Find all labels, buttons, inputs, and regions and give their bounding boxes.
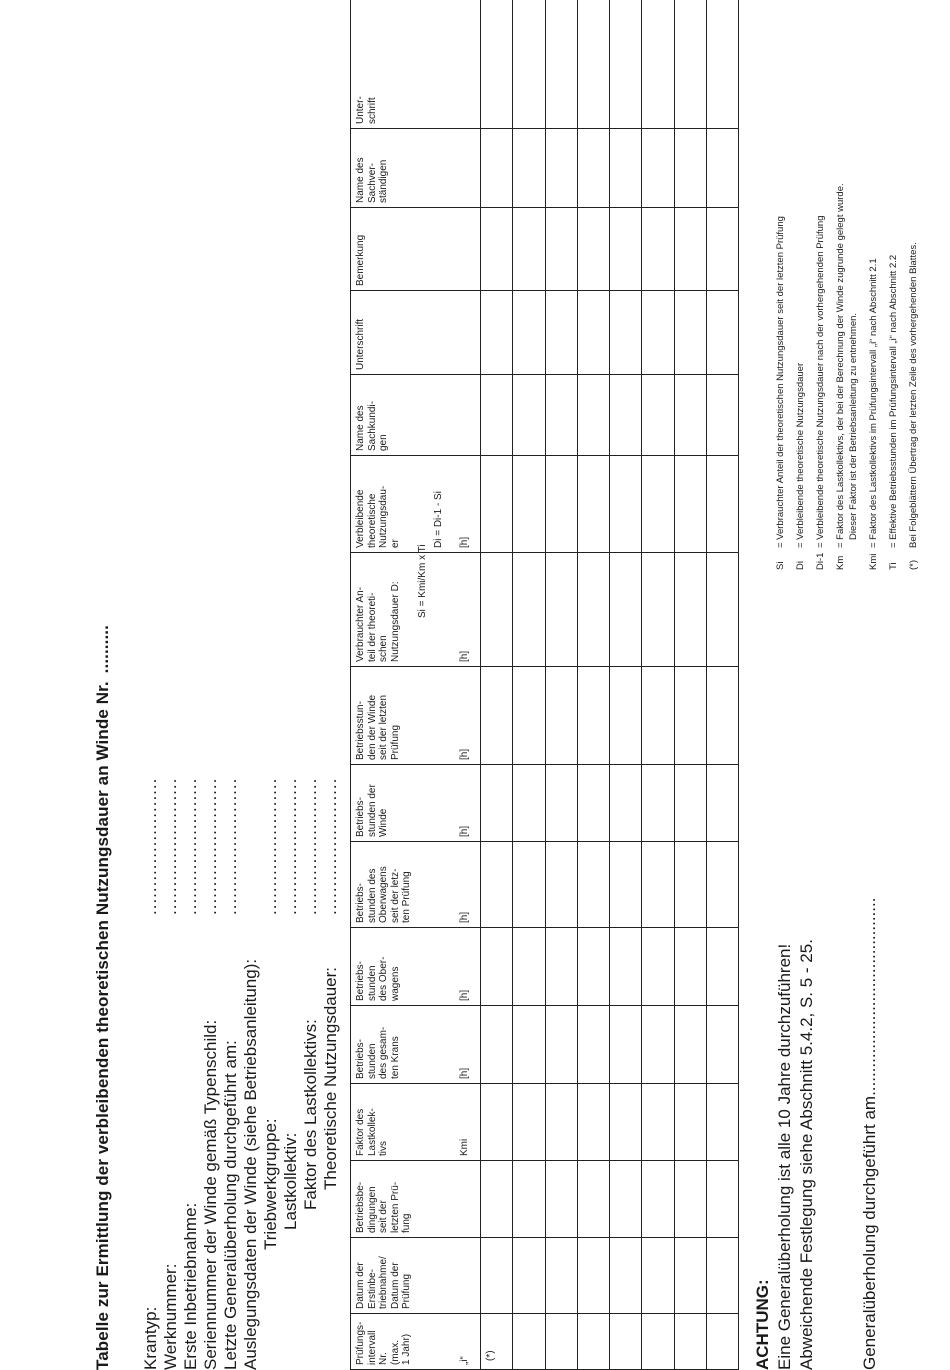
- legend-text: Dieser Faktor ist der Betriebsanleitung zu entnehmen.: [848, 312, 859, 540]
- table-cell[interactable]: [481, 928, 513, 1006]
- table-cell[interactable]: [577, 1161, 609, 1238]
- title-text: Tabelle zur Ermittlung der verbleibenden theoretischen Nutzungsdauer an Winde Nr.: [93, 681, 112, 1370]
- table-cell[interactable]: [706, 1161, 738, 1238]
- header-cell: [351, 765, 481, 842]
- table-cell[interactable]: [545, 456, 577, 553]
- table-cell[interactable]: [481, 1161, 513, 1238]
- table-cell[interactable]: [577, 291, 609, 375]
- legend-item: [834, 183, 848, 570]
- table-cell[interactable]: [545, 667, 577, 765]
- legend-item: [867, 258, 881, 570]
- legend-symbol: Si: [775, 561, 786, 570]
- table-cell[interactable]: [513, 553, 545, 667]
- header-cell: [351, 544, 481, 667]
- achtung-line1: Eine Generalüberholung ist alle 10 Jahre durchzuführen!: [775, 943, 794, 1370]
- table-cell[interactable]: [706, 0, 738, 129]
- legend-symbol: Km: [835, 555, 846, 570]
- table-cell[interactable]: [577, 129, 609, 208]
- werknummer-dots[interactable]: ........................: [161, 777, 180, 915]
- table-cell[interactable]: [674, 1084, 706, 1161]
- table-cell[interactable]: [642, 1314, 674, 1370]
- header-cell: [351, 208, 481, 291]
- table-cell[interactable]: [513, 129, 545, 208]
- legend-text: = Verbrauchter Anteil der theoretischen Nutzungsdauer seit der letzten Prüfung: [775, 216, 786, 548]
- table-cell[interactable]: [706, 765, 738, 842]
- legend-text: Bei Folgeblättern Übertrag der letzten Zeile des vorhergehenden Blattes.: [908, 242, 919, 548]
- table-cell[interactable]: [545, 928, 577, 1006]
- table-cell[interactable]: [674, 842, 706, 928]
- table-cell[interactable]: [610, 208, 642, 291]
- legend-item: [814, 216, 828, 570]
- table-cell[interactable]: [610, 928, 642, 1006]
- achtung-line2: Abweichende Festlegung siehe Abschnitt 5.4.2, S. 5 - 25.: [797, 939, 816, 1370]
- table-cell[interactable]: [610, 1314, 642, 1370]
- header-cell: [351, 1314, 481, 1370]
- header-cell: [351, 1238, 481, 1314]
- table-cell[interactable]: [481, 765, 513, 842]
- table-cell[interactable]: [577, 553, 609, 667]
- table-cell[interactable]: [481, 842, 513, 928]
- table-cell[interactable]: [642, 375, 674, 456]
- table-cell[interactable]: [577, 0, 609, 129]
- table-cell[interactable]: [513, 375, 545, 456]
- table-cell[interactable]: [545, 1314, 577, 1370]
- table-cell[interactable]: [610, 1084, 642, 1161]
- table-cell[interactable]: [674, 129, 706, 208]
- table-cell[interactable]: [706, 208, 738, 291]
- legend-text: = Verbleibende theoretische Nutzungsdauer: [795, 362, 806, 548]
- table-cell[interactable]: [577, 1006, 609, 1084]
- header-cell: [351, 1084, 481, 1161]
- table-cell[interactable]: [545, 375, 577, 456]
- header-cell: [351, 0, 481, 129]
- table-cell[interactable]: [642, 291, 674, 375]
- table-cell[interactable]: [610, 129, 642, 208]
- erste-inbetriebnahme-label: Erste Inbetriebnahme:: [181, 1202, 200, 1370]
- header-cell: [351, 1006, 481, 1084]
- title-dots: ..........: [93, 625, 112, 674]
- table-cell[interactable]: [513, 928, 545, 1006]
- table-cell[interactable]: [674, 667, 706, 765]
- table-cell[interactable]: [706, 129, 738, 208]
- seriennummer-label: Seriennummer der Winde gemäß Typenschild:: [201, 1019, 220, 1370]
- table-cell[interactable]: [513, 1084, 545, 1161]
- table-cell[interactable]: [577, 208, 609, 291]
- table-cell[interactable]: [706, 1238, 738, 1314]
- table-cell[interactable]: [545, 842, 577, 928]
- table-cell[interactable]: [674, 765, 706, 842]
- table-cell[interactable]: [481, 1084, 513, 1161]
- table-cell[interactable]: [481, 1314, 513, 1370]
- table-cell[interactable]: [481, 375, 513, 456]
- table-cell[interactable]: [706, 291, 738, 375]
- header-cell: [351, 291, 481, 375]
- header-cell: [351, 1161, 481, 1238]
- table-cell[interactable]: [545, 765, 577, 842]
- table-cell[interactable]: [642, 765, 674, 842]
- lastkollektiv-label: Lastkollektiv:: [281, 1132, 300, 1230]
- table-cell[interactable]: [513, 456, 545, 553]
- header-text: Datum der Erstinbe- triebnahme/ Datum der Prüfung: [355, 1256, 412, 1309]
- table-cell[interactable]: [577, 456, 609, 553]
- table-cell[interactable]: [674, 0, 706, 129]
- table-cell[interactable]: [674, 1238, 706, 1314]
- table-cell[interactable]: [545, 1084, 577, 1161]
- table-cell[interactable]: [674, 456, 706, 553]
- table-cell[interactable]: [610, 0, 642, 129]
- header-unit: [h]: [459, 1067, 470, 1079]
- table-cell[interactable]: [481, 291, 513, 375]
- table-cell[interactable]: [674, 208, 706, 291]
- table-cell[interactable]: [706, 1084, 738, 1161]
- header-cell: [351, 456, 481, 553]
- krantyp-label: Krantyp:: [141, 1306, 160, 1370]
- table-cell[interactable]: [513, 1161, 545, 1238]
- erste-inbetriebnahme-dots[interactable]: ........................: [181, 777, 200, 915]
- header-unit: [h]: [459, 911, 470, 923]
- table-cell[interactable]: [610, 765, 642, 842]
- legend-text: = Verbleibende theoretische Nutzungsdauer nach der vorhergehenden Prüfung: [815, 215, 826, 548]
- header-text: Betriebs- stunden des Ober- wagens: [355, 956, 401, 1001]
- table-cell[interactable]: [674, 1006, 706, 1084]
- table-cell[interactable]: [481, 456, 513, 553]
- table-cell[interactable]: [545, 0, 577, 129]
- table-cell[interactable]: [545, 129, 577, 208]
- legend-text: = Effektive Betriebsstunden im Prüfungsintervall „i“ nach Abschnitt 2.2: [888, 254, 899, 548]
- table-cell[interactable]: [610, 1006, 642, 1084]
- table-cell[interactable]: [610, 456, 642, 553]
- table-cell[interactable]: [610, 375, 642, 456]
- table-cell[interactable]: [642, 1006, 674, 1084]
- header-text: Betriebsbe- dingungen seit der letzten Prü- fung: [355, 1181, 412, 1233]
- legend-symbol: Di-1: [815, 552, 826, 570]
- table-cell[interactable]: [577, 928, 609, 1006]
- header-text: Betriebs- stunden der Winde: [355, 784, 389, 837]
- table-cell[interactable]: [513, 1238, 545, 1314]
- achtung-block: [752, 939, 818, 1370]
- header-text: Prüfungs- intervall Nr. (max. 1 Jahr): [355, 1321, 412, 1365]
- table-row: [577, 0, 609, 1370]
- table-cell[interactable]: [642, 842, 674, 928]
- letzte-generalueberholung-label: Letzte Generalüberholung durchgeführt am:: [221, 1040, 240, 1370]
- table-cell[interactable]: [642, 667, 674, 765]
- header-text: Betriebsstun- den der Winde seit der letzten Prüfung: [355, 694, 401, 760]
- table-cell[interactable]: [481, 129, 513, 208]
- header-unit: [h]: [459, 825, 470, 837]
- table-cell[interactable]: [513, 0, 545, 129]
- table-cell[interactable]: [481, 1238, 513, 1314]
- header-unit: [h]: [459, 650, 470, 662]
- table-cell[interactable]: [545, 1238, 577, 1314]
- table-cell[interactable]: [481, 667, 513, 765]
- nutzungsdauer-label: Theoretische Nutzungsdauer:: [321, 966, 340, 1190]
- table-row: [674, 0, 706, 1370]
- table-row: [610, 0, 642, 1370]
- table-cell[interactable]: [706, 1314, 738, 1370]
- legend-symbol: Di: [795, 561, 806, 570]
- table-cell[interactable]: [577, 1238, 609, 1314]
- auslegungsdaten-label: Auslegungsdaten der Winde (siehe Betriebsanleitung):: [241, 958, 260, 1370]
- table-cell[interactable]: [481, 0, 513, 129]
- table-cell[interactable]: [610, 667, 642, 765]
- table-cell[interactable]: [545, 1006, 577, 1084]
- table-cell[interactable]: [610, 1161, 642, 1238]
- table-row: [545, 0, 577, 1370]
- table-cell[interactable]: [674, 928, 706, 1006]
- table-cell[interactable]: [513, 208, 545, 291]
- header-cell: [351, 129, 481, 208]
- table-cell[interactable]: [577, 375, 609, 456]
- header-text: Verbleibende theoretische Nutzungsdau- er: [355, 485, 401, 548]
- legend-item: [887, 255, 901, 570]
- header-text: Name des Sachkundi- gen: [355, 400, 389, 451]
- table-cell[interactable]: [706, 456, 738, 553]
- table-row: [706, 0, 738, 1370]
- legend-symbol: (*): [908, 559, 919, 570]
- table-cell[interactable]: [610, 553, 642, 667]
- table-cell[interactable]: [513, 667, 545, 765]
- table-cell[interactable]: [706, 375, 738, 456]
- table-cell[interactable]: [642, 1238, 674, 1314]
- legend-text: = Faktor des Lastkollektivs, der bei der Berechnung der Winde zugrunde gelegt wurde.: [835, 183, 846, 548]
- header-cell: [351, 667, 481, 765]
- page-title: [93, 625, 113, 1370]
- table-cell[interactable]: [481, 208, 513, 291]
- header-cell: [351, 928, 481, 1006]
- table-cell[interactable]: [545, 553, 577, 667]
- table-cell[interactable]: [674, 291, 706, 375]
- header-unit: [h]: [459, 748, 470, 760]
- table-cell[interactable]: [706, 1006, 738, 1084]
- header-cell: [351, 842, 481, 928]
- table-cell[interactable]: [577, 1314, 609, 1370]
- table-cell[interactable]: [642, 553, 674, 667]
- table-cell[interactable]: [545, 208, 577, 291]
- krantyp-dots[interactable]: ........................: [141, 777, 160, 915]
- legend-symbol: Kmi: [868, 553, 879, 570]
- faktor-label: Faktor des Lastkollektivs:: [301, 1019, 320, 1210]
- table-row: [481, 0, 513, 1370]
- table-cell[interactable]: [706, 842, 738, 928]
- table-cell[interactable]: [706, 928, 738, 1006]
- table-cell[interactable]: [642, 928, 674, 1006]
- table-cell[interactable]: [513, 842, 545, 928]
- table-cell[interactable]: [513, 1006, 545, 1084]
- nutzungsdauer-dots[interactable]: ........................: [321, 777, 340, 915]
- table-cell[interactable]: [674, 375, 706, 456]
- table-cell[interactable]: [610, 291, 642, 375]
- table-cell[interactable]: [577, 765, 609, 842]
- generalueberholung-line[interactable]: Generalüberholung durchgeführt am..........................................: [860, 897, 879, 1370]
- table-cell[interactable]: [481, 1006, 513, 1084]
- legend-item: [847, 313, 861, 540]
- achtung-heading: ACHTUNG:: [753, 1279, 772, 1370]
- header-text: Betriebs- stunden des gesam- ten Krans: [355, 1026, 401, 1079]
- table-cell[interactable]: [706, 553, 738, 667]
- carryover-mark: (*): [485, 1350, 496, 1361]
- nutzungsdauer-table: [350, 0, 739, 1370]
- table-cell[interactable]: [706, 667, 738, 765]
- header-cell: [351, 375, 481, 456]
- seriennummer-dots[interactable]: ........................: [201, 777, 220, 915]
- table-cell[interactable]: [642, 0, 674, 129]
- table-cell[interactable]: [513, 291, 545, 375]
- table-cell[interactable]: [577, 667, 609, 765]
- table-cell[interactable]: [642, 208, 674, 291]
- werknummer-label: Werknummer:: [161, 1263, 180, 1370]
- header-unit: [h]: [459, 989, 470, 1001]
- faktor-dots[interactable]: ........................: [301, 777, 320, 915]
- header-formula: Di = Di-1 - Si: [433, 491, 444, 548]
- table-cell[interactable]: [674, 1161, 706, 1238]
- table-cell[interactable]: [642, 456, 674, 553]
- table-cell[interactable]: [642, 1161, 674, 1238]
- table-cell[interactable]: [610, 1238, 642, 1314]
- table-cell[interactable]: [481, 553, 513, 667]
- header-text: Unter- schrift: [355, 96, 378, 124]
- table-row: [642, 0, 674, 1370]
- table-cell[interactable]: [577, 1084, 609, 1161]
- header-unit: Kmi: [459, 1138, 470, 1156]
- legend-symbol: Ti: [888, 562, 899, 570]
- legend-text: = Faktor des Lastkollektivs im Prüfungsintervall „i“ nach Abschnitt 2.1: [868, 258, 879, 548]
- header-text: Betriebs- stunden des Oberwagens seit der letz- ten Prüfung: [355, 866, 412, 923]
- legend-item: [794, 363, 808, 570]
- table-cell[interactable]: [674, 553, 706, 667]
- header-text: Faktor des Lastkollek- tivs: [355, 1108, 389, 1156]
- header-row: [351, 0, 481, 1370]
- table-row: [513, 0, 545, 1370]
- table-cell[interactable]: [545, 1161, 577, 1238]
- table-cell[interactable]: [545, 291, 577, 375]
- table-cell[interactable]: [610, 842, 642, 928]
- lastkollektiv-dots[interactable]: ........................: [281, 777, 300, 915]
- table-cell[interactable]: [513, 1314, 545, 1370]
- header-formula: Si = Kmi/Km x Ti: [417, 544, 428, 618]
- header-text: Unterschrift: [355, 318, 366, 370]
- header-unit: [h]: [459, 536, 470, 548]
- header-unit: „i“: [459, 1356, 470, 1365]
- legend-item: [907, 242, 921, 570]
- table-cell[interactable]: [513, 765, 545, 842]
- table-cell[interactable]: [642, 1084, 674, 1161]
- letzte-generalueberholung-dots[interactable]: ........................: [221, 777, 240, 915]
- header-text: Verbrauchter An- teil der theoreti- schen Nutzungsdauer D:: [355, 581, 401, 662]
- table-cell[interactable]: [577, 842, 609, 928]
- legend-item: [774, 216, 788, 570]
- triebwerkgruppe-dots[interactable]: ........................: [261, 777, 280, 915]
- header-text: Bemerkung: [355, 234, 366, 286]
- table-cell[interactable]: [674, 1314, 706, 1370]
- header-text: Name des Sachver- ständigen: [355, 157, 389, 203]
- triebwerkgruppe-label: Triebwerkgruppe:: [261, 1118, 280, 1250]
- table-cell[interactable]: [642, 129, 674, 208]
